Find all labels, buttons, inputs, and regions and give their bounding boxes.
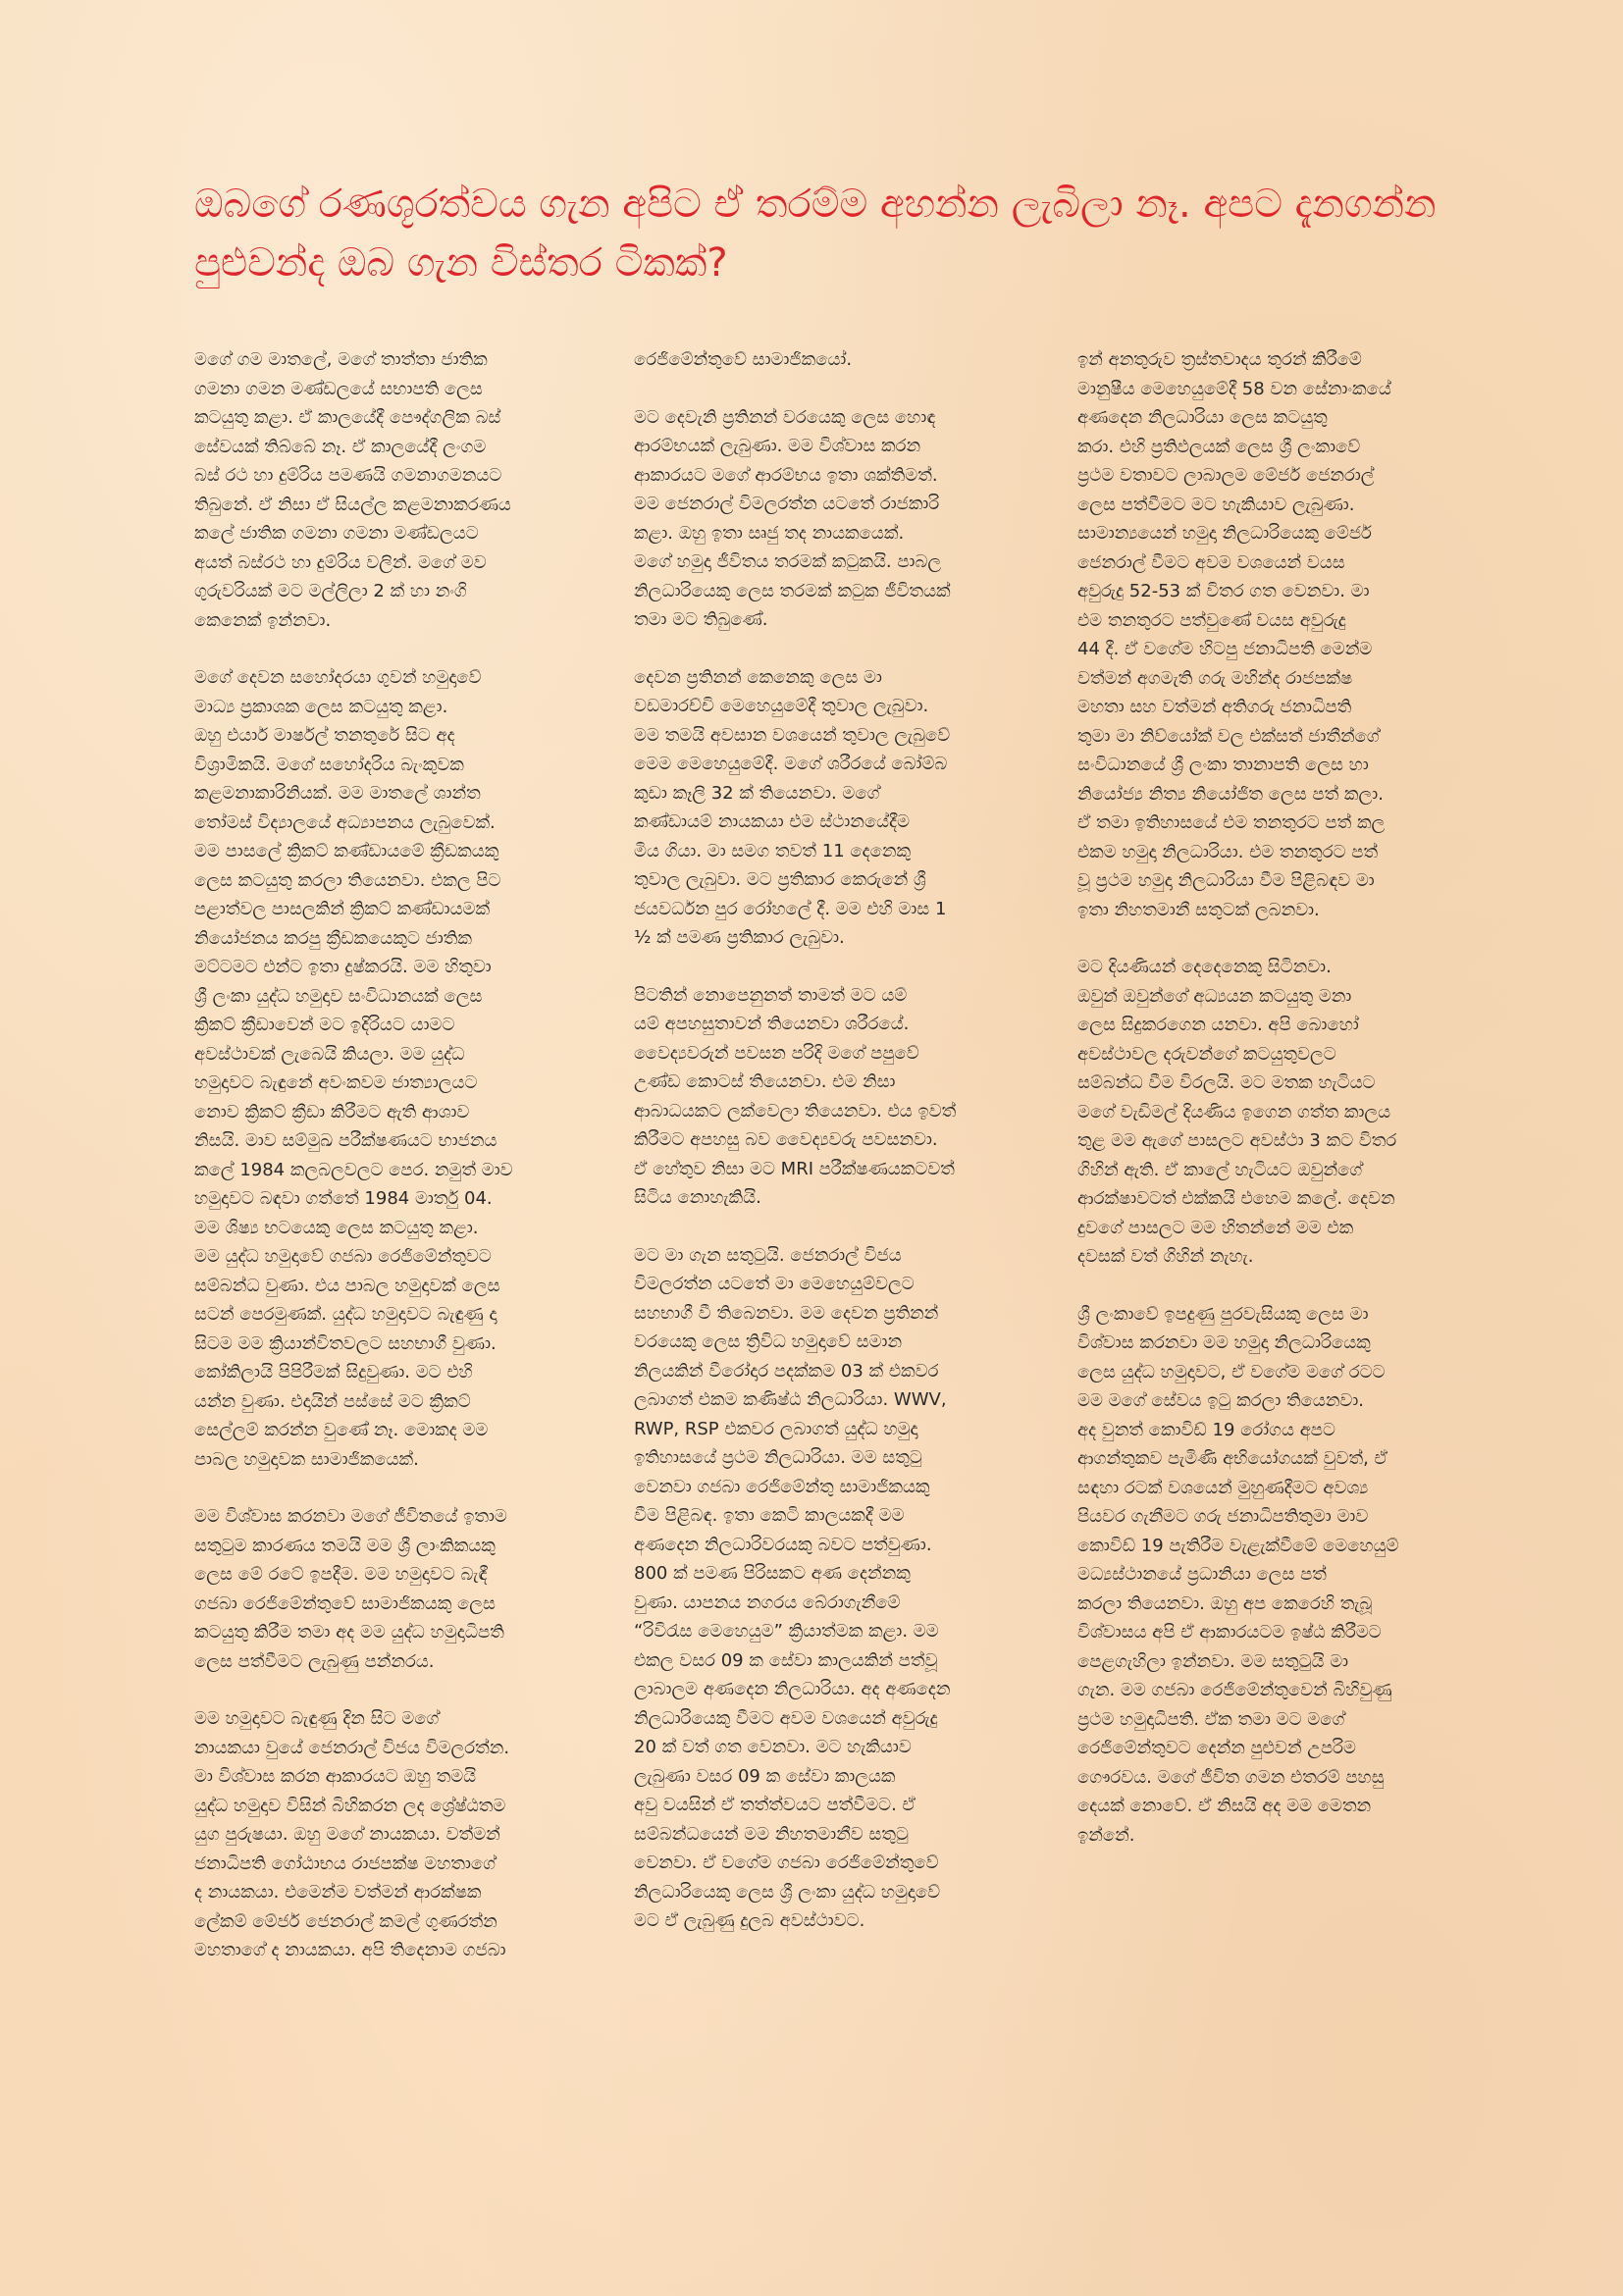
paragraph: මගේ දෙවන සහෝදරයා ගුවන් හමුදාවේ මාධ්‍ය ප්‍රකාශක ලෙස කටයුතු කළා. ඔහු එයාර් මාර්ෂල් තනතුරේ සිට අද විශ්‍රාමිකයි. මගේ සහෝදරිය බැංකුවක කළමනාකාරිනියක්. මම මාතලේ ශාන්ත තෝමස් විද්‍යාලයේ අධ්‍යාපනය ලැබුවෙක්. මම පාසලේ ක්‍රිකට් කණ්ඩායමේ ක්‍රීඩකයකු ලෙස කටයුතු කරලා තියෙනවා. එකල පිට පළාත්වල පාසලකින් ක්‍රිකට් කණ්ඩායමක් නියෝජනය කරපු ක්‍රීඩකයෙකුට ජාතික මට්ටමට එන්ට ඉතා දුෂ්කරයි. මම හිතුවා ශ්‍රී ලංකා යුද්ධ හමුදාව සංවිධානයක් ලෙස ක්‍රිකට් ක්‍රීඩාවෙන් මට ඉදිරියට යාමට අවස්ථාවක් ලැබෙයි කියලා. මම යුද්ධ හමුදාවට බැඳුනේ අවංකවම ජාත්‍යාලයට නොව ක්‍රිකට් ක්‍රීඩා කිරීමට ඇති ආශාව නිසයි. මාව සම්මුඛ පරීක්ෂණයට භාජනය කලේ 1984 කලබලවලට පෙර. නමුත් මාව හමුදාවට බඳවා ගත්තේ 1984 මාර්තු 04. මම ශිෂ්‍ය භටයෙකු ලෙස කටයුතු කළා. මම යුද්ධ හමුදාවේ ගජබා රෙජිමේන්තුවට සම්බන්ධ වුණා. එය පාබල හමුදාවක් ලෙස සටන් පෙරමුණක්. යුද්ධ හමුදාවට බැඳුණු දා සිටම මම ක්‍රියාන්විතවලට සහභාගී වුණා. කෝකිලායි පිපිරීමක් සිදුවුණා. මට එහි යන්න වුණා. එදායින් පස්සේ මට ක්‍රිකට් සෙල්ලම් කරන්න වුණේ නෑ. මොකද මම පාබල හමුදාවක සාමාජිකයෙක්. — [194, 667, 513, 1470]
paragraph: මට දෙවැනි ප්‍රතිනන් වරයෙකු ලෙස හොඳ ආරම්භයක් ලැබුණා. මම විශ්වාස කරන ආකාරයට මගේ ආරම්භය ඉතා ශක්තිමත්. මම ජෙනරාල් විමලරත්න යටතේ රාජකාරි කළා. ඔහු ඉතා සෘජු තද නායකයෙක්. මගේ හමුදා ජීවිතය තරමක් කටුකයි. පාබල නිලධාරියෙකු ලෙස තරමක් කටුක ජීවිතයක් තමා මට තිබුණේ. — [634, 406, 951, 630]
paragraph: දෙවන ප්‍රතිනන් කෙනෙකු ලෙස මා වඩමාරච්චි මෙහෙයුමේදී තුවාල ලැබුවා. මම තමයි අවසාන වශයෙන් තුවාල ලැබුවේ මෙම මෙහෙයුමේදී. මගේ ශරීරයේ බෝම්බ කුඩා කෑලි 32 ක් තියෙනවා. මගේ කණ්ඩායම් නායකයා එම ස්ථානයේදීම මිය ගියා. මා සමග තවත් 11 දෙනෙකු තුවාල ලැබුවා. මට ප්‍රතිකාර කෙරුනේ ශ්‍රී ජයවර්ධන පුර රෝහලේ දී. මම එහි මාස 1 ½ ක් පමණ ප්‍රතිකාර ලැබුවා. — [634, 666, 951, 948]
paragraph: මගේ ගම මාතලේ, මගේ තාත්තා ජාතික ගමනා ගමන මණ්ඩලයේ සභාපති ලෙස කටයුතු කළා. ඒ කාලයේදී පෞද්ගලික බස් සේවයක් තිබ්බේ නෑ. ඒ කාලයේදී ලංගම බස් රථ හා දුම්රිය පමණයි ගමනාගමනයට තිබුනේ. ඒ නිසා ඒ සියල්ල කළමනාකරණය කලේ ජාතික ගමනා ගමනා මණ්ඩලයට අයත් බස්රථ හා දුම්රිය වලින්. මගේ මව ගුරුවරියක් මට මල්ලිලා 2 ක් හා නංගි කෙනෙක් ඉන්නවා. — [194, 349, 511, 631]
paragraph: පිටතින් නොපෙනුනත් තාමත් මට යම් යම් අපහසුතාවන් තියෙනවා ශරීරයේ. වෛද්‍යවරුන් පවසන පරිදි මගේ පපුවේ උණ්ඩ කොටස් තියෙනවා. එම නිසා ආබාධයකට ලක්වෙලා තියෙනවා. එය ඉවත් කිරීමට අපහසු බව වෛද්‍යවරු පවසනවා. ඒ හේතුව නිසා මට MRI පරීක්ෂණයකටවත් සිටිය නොහැකියි. — [634, 984, 957, 1208]
article-column-3 — [1077, 345, 1497, 1878]
paragraph: මට දියණියන් දෙදෙනෙකු සිටිනවා. ඔවුන් ඔවුන්ගේ අධ්‍යයන කටයුතු මනා ලෙස සිදුකරගෙන යනවා. අපි බොහෝ අවස්ථාවල දරුවන්ගේ කටයුතුවලට සම්බන්ධ වීම විරලයි. මට මතක හැටියට මගේ වැඩිමල් දියණිය ඉගෙන ගත්ත කාලය තුළ මම ඇගේ පාසලට අවස්ථා 3 කට විතර ගිහින් ඇති. ඒ කාලේ හැටියට ඔවුන්ගේ ආරක්ෂාවටත් එක්කයි එහෙම කලේ. දෙවන දුවගේ පාසලට මම හිතන්නේ මම එක දවසක් වත් ගිහින් නැහැ. — [1077, 957, 1397, 1267]
article-headline: ඔබගේ රණශූරත්වය ගැන අපිට ඒ තරම්ම අහන්න ලැබිලා නෑ. අපට දැනගන්න පුළුවන්ද ඔබ ගැන විස්තර ටිකක්? — [194, 182, 1437, 286]
paragraph: රෙජිමේන්තුවේ සාමාජිකයෝ. — [634, 349, 853, 370]
paragraph: මම විශ්වාස කරනවා මගේ ජීවිතයේ ඉතාම සතුටුම කාරණය තමයි මම ශ්‍රී ලාංකිකයකු ලෙස මේ රටේ ඉපදීම. මම හමුදාවට බැඳී ගජබා රෙජිමේන්තුවේ සාමාජිකයකු ලෙස කටයුතු කිරීම තමා අද මම යුද්ධ හමුදාධිපති ලෙස පත්වීමට ලැබුණු පන්නරය. — [194, 1506, 507, 1672]
article-column-1 — [194, 345, 614, 1994]
paragraph: මම හමුදාවට බැඳුණු දින සිට මගේ නායකයා වුයේ ජෙනරාල් විජය විමලරත්න. මා විශ්වාස කරන ආකාරයට ඔහු තමයි යුද්ධ හමුදාව විසින් බිහිකරන ලද ශ්‍රේෂ්ඨතම යුග පුරුෂයා. ඔහු මගේ නායකයා. වත්මන් ජනාධිපති ගෝඨාභය රාජපක්ෂ මහතාගේ ද නායකයා. එමෙන්ම වත්මන් ආරක්ෂක ලේකම් මේජර් ජෙනරාල් කමල් ගුණරත්න මහතාගේ ද නායකයා. අපි තිදෙනාම ගජබා — [194, 1708, 510, 1960]
paragraph: මට මා ගැන සතුටුයි. ජෙනරාල් විජය විමලරත්න යටතේ මා මෙහෙයුම්වලට සහභාගී වී තිබෙනවා. මම දෙවන ප්‍රතිනන් වරයෙකු ලෙස ත්‍රිවිධ හමුදාවේ සමාන නිලයකින් වීරෝදාර පදක්කම 03 ක් එකවර ලබාගත් එකම කණිෂ්ඨ නිලධාරියා. WWV, RWP, RSP එකවර ලබාගත් යුද්ධ හමුදා ඉතිහාසයේ ප්‍රථම නිලධාරියා. මම සතුටු වෙනවා ගජබා රෙජිමේන්තු සාමාජිකයකු වීම පිළිබඳ. ඉතා කෙටි කාලයකදී මම අණදෙන නිලධාරිවරයකු බවට පත්වුණා. 800 ක් පමණ පිරිසකට අණ දෙන්නකු වුණා. යාපනය නගරය බේරාගැනීමේ “රිවිරැස මෙහෙයුම” ක්‍රියාත්මක කළා. මම එකල වසර 09 ක සේවා කාලයකින් පත්වූ ලාබාලම අණදෙන නිලධාරියා. අද අණදෙන නිලධාරියෙකු වීමට අවම වශයෙන් අවුරුදු 20 ක් වත් ගත වෙනවා. මට හැකියාව ලැබුණා වසර 09 ක සේවා කාලයක අවු වයසින් ඒ තත්ත්වයට පත්වීමට. ඒ සම්බන්ධයෙන් මම නිහතමානීව සතුටු වෙනවා. ඒ වගේම ගජබා රෙජිමේන්තුවේ නිලධාරියෙකු ලෙස ශ්‍රී ලංකා යුද්ධ හමුදාවේ මට ඒ ලැබුණු දුලබ අවස්ථාවට. — [634, 1244, 951, 1931]
paragraph: ශ්‍රී ලංකාවේ ඉපදුණු පුරවැසියකු ලෙස මා විශ්වාස කරනවා මම හමුදා නිලධාරියෙකු ලෙස යුද්ධ හමුදාවට, ඒ වගේම මගේ රටට මම මගේ සේවය ඉටු කරලා තියෙනවා. අද වුනත් කොවිඩ් 19 රෝගය අපට ආගන්තුකව පැමිණි අභියෝගයක් වුවත්, ඒ සඳහා රටක් වශයෙන් මුහුණදීමට අවශ්‍ය පියවර ගැනීමට ගරු ජනාධිපතිතුමා මාව කොවිඩ් 19 පැතිරීම වැළැක්වීමේ මෙහෙයුම් මධ්‍යස්ථානයේ ප්‍රධානියා ලෙස පත් කරලා තියෙනවා. ඔහු අප කෙරෙහි තැබූ විශ්වාසය අපි ඒ ආකාරයටම ඉෂ්ඨ කිරීමට පෙළගැහිලා ඉන්නවා. මම සතුටුයි මා ගැන. මම ගජබා රෙජිමේන්තුවෙන් බිහිවුණු ප්‍රථම හමුදාධිපති. ඒක තමා මට මගේ රෙජිමේන්තුවට දෙන්න පුළුවන් උපරිම ගෞරවය. මගේ ජීවිත ගමන එතරම් පහසු දෙයක් නොවේ. ඒ නිසයි අද මම මෙතන ඉන්නේ. — [1077, 1303, 1399, 1846]
paragraph: ඉන් අනතුරුව ත්‍රස්තවාදය තුරන් කිරීමේ මානුෂීය මෙහෙයුමේදී 58 වන සේනාංකයේ අණදෙන නිලධාරියා ලෙස කටයුතු කරා. එහි ප්‍රතිඵලයක් ලෙස ශ්‍රී ලංකාවේ ප්‍රථම වතාවට ලාබාලම මේජර් ජෙනරාල් ලෙස පත්වීමට මට හැකියාව ලැබුණා. සාමාන්‍යයෙන් හමුදා නිලධාරියෙකු මේජර් ජෙනරාල් වීමට අවම වශයෙන් වයස අවුරුදු 52-53 ක් විතර ගත වෙනවා. මා එම තනතුරට පත්වුණේ වයස අවුරුදු 44 දී. ඒ වගේම හිටපු ජනාධිපති මෙන්ම වත්මන් අගමැති ගරු මහින්ද රාජපක්ෂ මහතා සහ වත්මන් අතිගරු ජනාධිපති තුමා මා නිව්යෝක් වල එක්සත් ජාතීන්ගේ සංවිධානයේ ශ්‍රී ලංකා තානාපති ලෙස හා නියෝජ්‍ය නිත්‍ය නියෝජිත ලෙස පත් කලා. ඒ තමා ඉතිහාසයේ එම තනතුරට පත් කල එකම හමුදා නිලධාරියා. එම තනතුරට පත් වූ ප්‍රථම හමුදා නිලධාරියා වීම පිළිබඳව මා ඉතා නිහතමානී සතුටක් ලබනවා. — [1077, 349, 1391, 920]
article-column-2 — [634, 345, 1054, 1964]
